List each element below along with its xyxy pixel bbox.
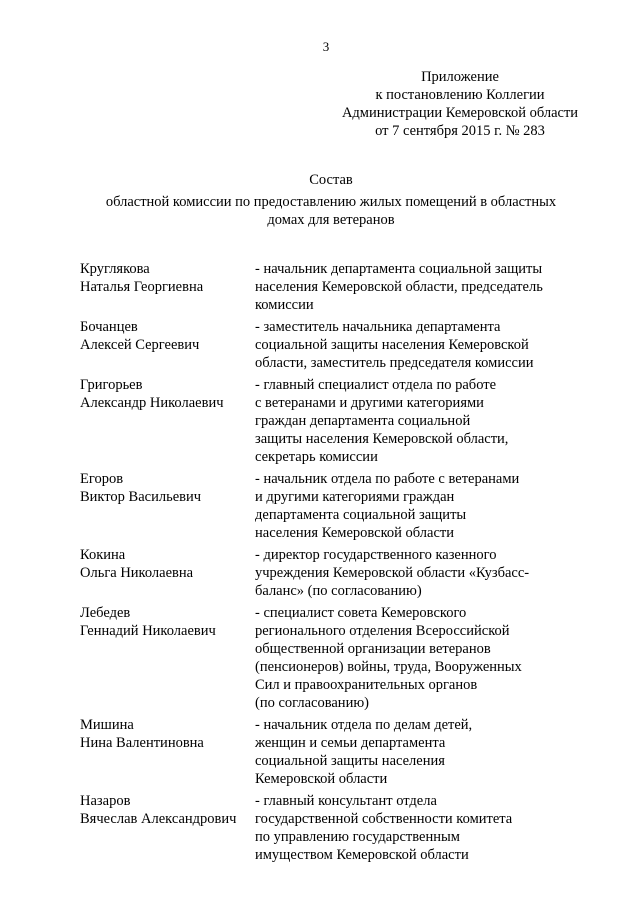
appendix-line: Администрации Кемеровской области [341,105,579,121]
member-given-name: Алексей Сергеевич [80,337,200,353]
document-title [60,171,602,229]
member-role: - специалист совета Кемеровского регионального отделения Всероссийской общественной организации ветеранов (пенсионеров) войны, труда, Вооруженных Сил и правоохранительных органов (по согласованию) [255,605,522,711]
member-name [80,546,255,600]
member-name [80,470,255,542]
member-surname: Кокина [80,547,126,563]
title-heading: Состав [309,172,353,188]
member-role: - начальник департамента социальной защиты населения Кемеровской области, председатель комиссии [255,261,543,313]
member-role: - директор государственного казенного учреждения Кемеровской области «Кузбасс- баланс» (по согласованию) [255,547,530,599]
member-given-name: Ольга Николаевна [80,565,194,581]
member-role: - начальник отдела по делам детей, женщин и семьи департамента социальной защиты населения Кемеровской области [255,717,473,787]
member-given-name: Александр Николаевич [80,395,224,411]
member-row [80,318,580,372]
member-surname: Лебедев [80,605,131,621]
member-given-name: Нина Валентиновна [80,735,204,751]
appendix-line: Приложение [421,69,499,85]
members-list [80,260,580,868]
member-row [80,716,580,788]
appendix-line: от 7 сентября 2015 г. № 283 [375,123,545,139]
page-number: 3 [322,39,330,54]
member-surname: Назаров [80,793,131,809]
member-surname: Круглякова [80,261,150,277]
member-row [80,604,580,712]
member-surname: Григорьев [80,377,143,393]
member-name [80,792,255,864]
member-row [80,546,580,600]
member-role: - заместитель начальника департамента социальной защиты населения Кемеровской области, заместитель председателя комиссии [255,319,534,371]
member-row [80,376,580,466]
member-given-name: Вячеслав Александрович [80,811,237,827]
appendix-line: к постановлению Коллегии [375,87,545,103]
title-line: областной комиссии по предоставлению жилых помещений в областных [105,194,557,210]
appendix-header [300,68,620,140]
member-surname: Бочанцев [80,319,138,335]
member-role: - главный консультант отдела государственной собственности комитета по управлению государственным имуществом Кемеровской области [255,793,513,863]
member-name [80,260,255,314]
title-line: домах для ветеранов [267,212,395,228]
member-name [80,604,255,712]
member-name [80,318,255,372]
member-name [80,716,255,788]
member-given-name: Виктор Васильевич [80,489,202,505]
member-given-name: Наталья Георгиевна [80,279,204,295]
member-row [80,470,580,542]
member-role: - начальник отдела по работе с ветеранами и другими категориями граждан департамента социальной защиты населения Кемеровской области [255,471,520,541]
member-surname: Егоров [80,471,124,487]
member-given-name: Геннадий Николаевич [80,623,216,639]
member-row [80,792,580,864]
member-name [80,376,255,466]
member-surname: Мишина [80,717,134,733]
member-role: - главный специалист отдела по работе с ветеранами и другими категориями граждан департамента социальной защиты населения Кемеровской области, секретарь комиссии [255,377,509,465]
member-row [80,260,580,314]
